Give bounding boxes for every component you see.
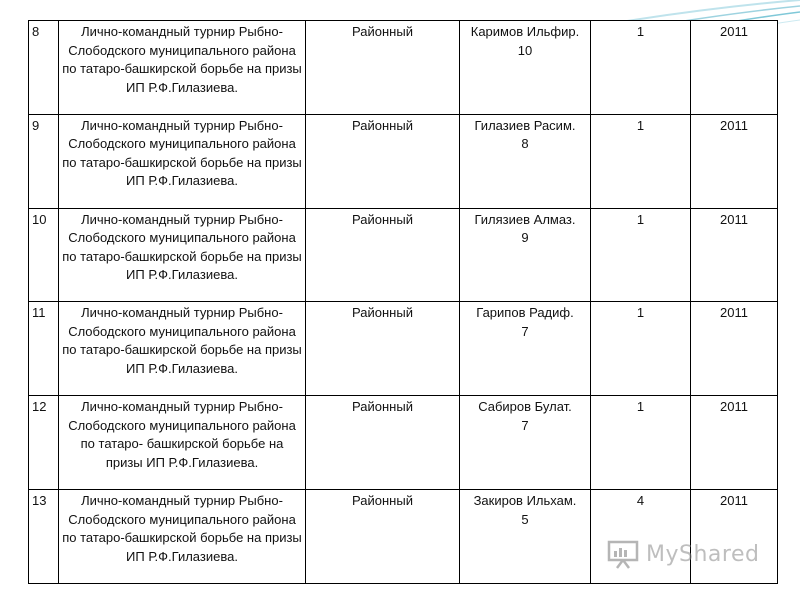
- year: 2011: [691, 302, 778, 396]
- table-row: [29, 21, 778, 115]
- athlete-cell: [460, 21, 591, 115]
- row-number: 11: [29, 302, 59, 396]
- row-number: 13: [29, 490, 59, 584]
- athlete-name: Каримов Ильфир.: [470, 24, 580, 39]
- athlete-grade: 8: [521, 136, 529, 152]
- place: 4: [591, 490, 691, 584]
- tournament-title: Лично-командный турнир Рыбно-Слободского муниципального района по татаро-башкирской борьбе на призы ИП Р.Ф.Гилазиева.: [59, 21, 306, 115]
- row-number: 8: [29, 21, 59, 115]
- place: 1: [591, 302, 691, 396]
- athlete-grade: 5: [521, 511, 529, 527]
- place: 1: [591, 396, 691, 490]
- athlete-cell: [460, 302, 591, 396]
- athlete-grade: 9: [521, 230, 529, 246]
- athlete-name: Гилазиев Расим.: [474, 117, 576, 133]
- competition-level: Районный: [306, 21, 460, 115]
- year: 2011: [691, 21, 778, 115]
- athlete-cell: [460, 396, 591, 490]
- table-row: [29, 208, 778, 302]
- row-number: 10: [29, 208, 59, 302]
- row-number: 12: [29, 396, 59, 490]
- year: 2011: [691, 396, 778, 490]
- year: 2011: [691, 114, 778, 208]
- year: 2011: [691, 490, 778, 584]
- table-row: [29, 302, 778, 396]
- tournament-title: Лично-командный турнир Рыбно-Слободского муниципального района по татаро-башкирской борьбе на призы ИП Р.Ф.Гилазиева.: [59, 114, 306, 208]
- tournament-title: Лично-командный турнир Рыбно-Слободского муниципального района по татаро-башкирской борьбе на призы ИП Р.Ф.Гилазиева.: [59, 302, 306, 396]
- results-table: [28, 20, 778, 584]
- athlete-cell: [460, 490, 591, 584]
- tournament-title: Лично-командный турнир Рыбно-Слободского муниципального района по татаро-башкирской борьбе на призы ИП Р.Ф.Гилазиева.: [59, 490, 306, 584]
- row-number: 9: [29, 114, 59, 208]
- competition-level: Районный: [306, 302, 460, 396]
- tournament-title: Лично-командный турнир Рыбно-Слободского муниципального района по татаро- башкирской борьбе на призы ИП Р.Ф.Гилазиева.: [59, 396, 306, 490]
- athlete-grade: 7: [521, 323, 529, 339]
- table-row: [29, 114, 778, 208]
- athlete-cell: [460, 114, 591, 208]
- place: 1: [591, 114, 691, 208]
- athlete-name: Гилязиев Алмаз.: [474, 211, 576, 227]
- place: 1: [591, 208, 691, 302]
- athlete-name: Сабиров Булат.: [478, 399, 572, 415]
- watermark: [606, 536, 766, 572]
- competition-level: Районный: [306, 490, 460, 584]
- watermark-text: MyShared: [646, 541, 760, 567]
- competition-level: Районный: [306, 114, 460, 208]
- athlete-name: Гарипов Радиф.: [476, 305, 574, 321]
- presentation-screen-icon: [606, 539, 640, 569]
- competition-level: Районный: [306, 396, 460, 490]
- competition-level: Районный: [306, 208, 460, 302]
- place: 1: [591, 21, 691, 115]
- athlete-grade: 10: [517, 42, 533, 58]
- table-row: [29, 396, 778, 490]
- athlete-cell: [460, 208, 591, 302]
- athlete-name: Закиров Ильхам.: [473, 493, 577, 509]
- athlete-grade: 7: [521, 417, 529, 433]
- tournament-title: Лично-командный турнир Рыбно-Слободского муниципального района по татаро-башкирской борьбе на призы ИП Р.Ф.Гилазиева.: [59, 208, 306, 302]
- year: 2011: [691, 208, 778, 302]
